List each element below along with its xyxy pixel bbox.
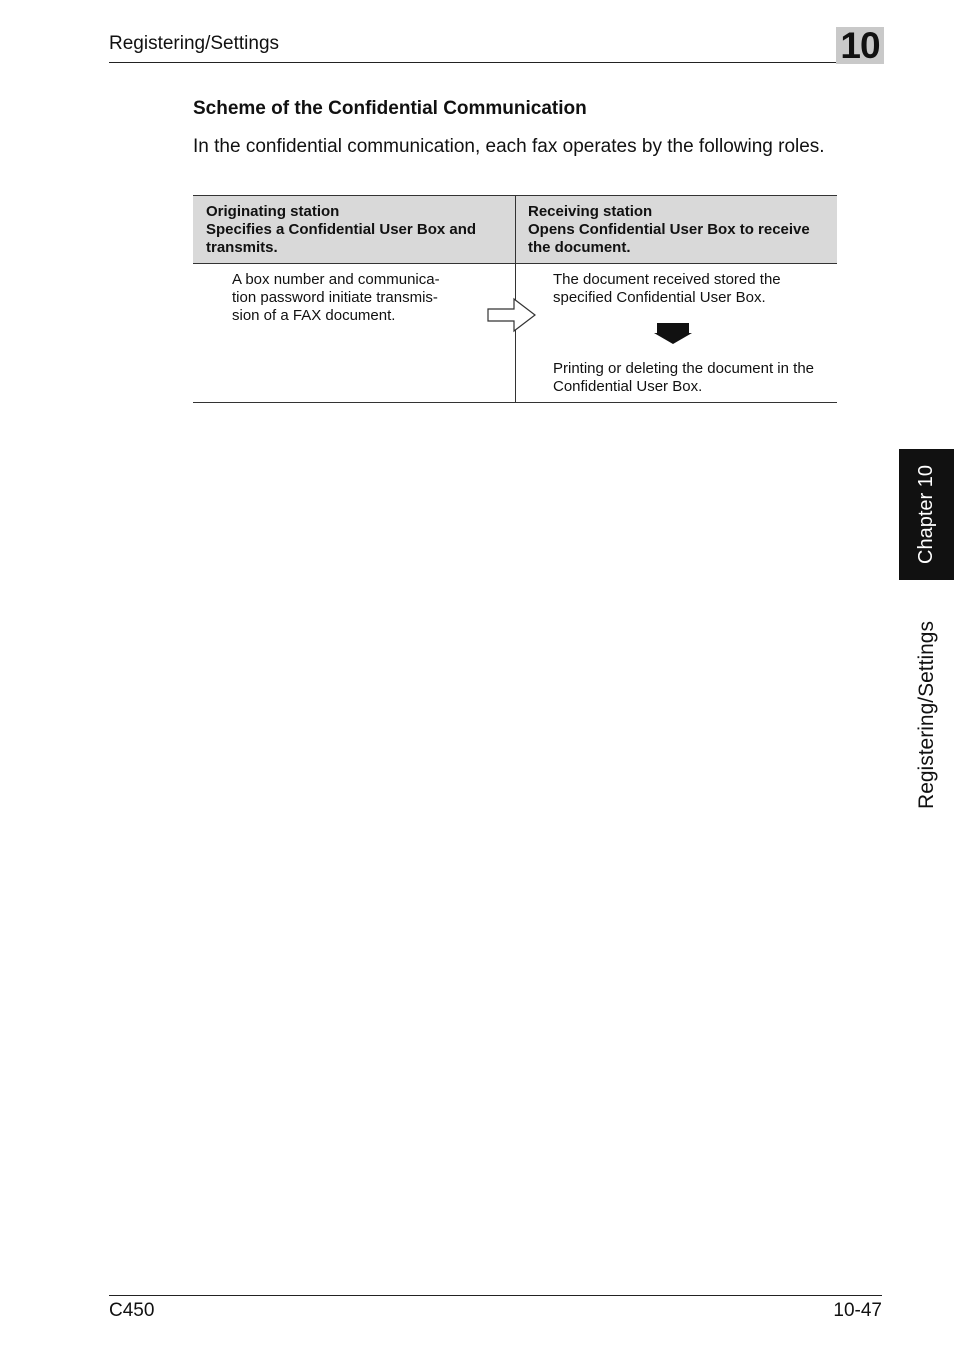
body-line: Printing or deleting the document in the — [553, 360, 814, 377]
body-line: sion of a FAX document. — [232, 307, 396, 324]
originating-station-description — [232, 271, 472, 325]
running-header-title: Registering/Settings — [109, 33, 280, 54]
section-heading: Scheme of the Confidential Communication — [193, 98, 587, 119]
originating-station-header — [193, 196, 515, 263]
chapter-number: 10 — [840, 25, 880, 66]
header-line: Receiving station — [528, 203, 653, 220]
intro-paragraph: In the confidential communication, each fax operates by the following roles. — [193, 136, 825, 157]
header-line: Opens Confidential User Box to receive — [528, 221, 810, 238]
receiving-step-store — [553, 271, 833, 307]
header-line: transmits. — [206, 239, 278, 256]
scheme-table — [193, 195, 837, 403]
body-line: A box number and communica- — [232, 271, 440, 288]
chapter-number-badge — [836, 27, 884, 64]
arrow-right-outline-icon — [487, 297, 537, 333]
header-line: Originating station — [206, 203, 340, 220]
footer-model: C450 — [109, 1300, 155, 1321]
body-line: specified Confidential User Box. — [553, 289, 766, 306]
side-section-label: Registering/Settings — [914, 621, 938, 809]
footer-rule — [109, 1295, 882, 1296]
arrow-down-filled-icon — [654, 323, 692, 345]
side-section-tab — [899, 600, 954, 830]
header-rule — [109, 62, 882, 63]
side-chapter-tab — [899, 449, 954, 580]
side-chapter-label: Chapter 10 — [915, 465, 937, 564]
receiving-step-print-delete — [553, 360, 837, 396]
receiving-station-header — [516, 196, 837, 263]
header-line: the document. — [528, 239, 631, 256]
footer-page-number: 10-47 — [833, 1300, 882, 1321]
header-line: Specifies a Confidential User Box and — [206, 221, 477, 238]
body-line: tion password initiate transmis- — [232, 289, 438, 306]
body-line: The document received stored the — [553, 271, 781, 288]
body-line: Confidential User Box. — [553, 378, 703, 395]
